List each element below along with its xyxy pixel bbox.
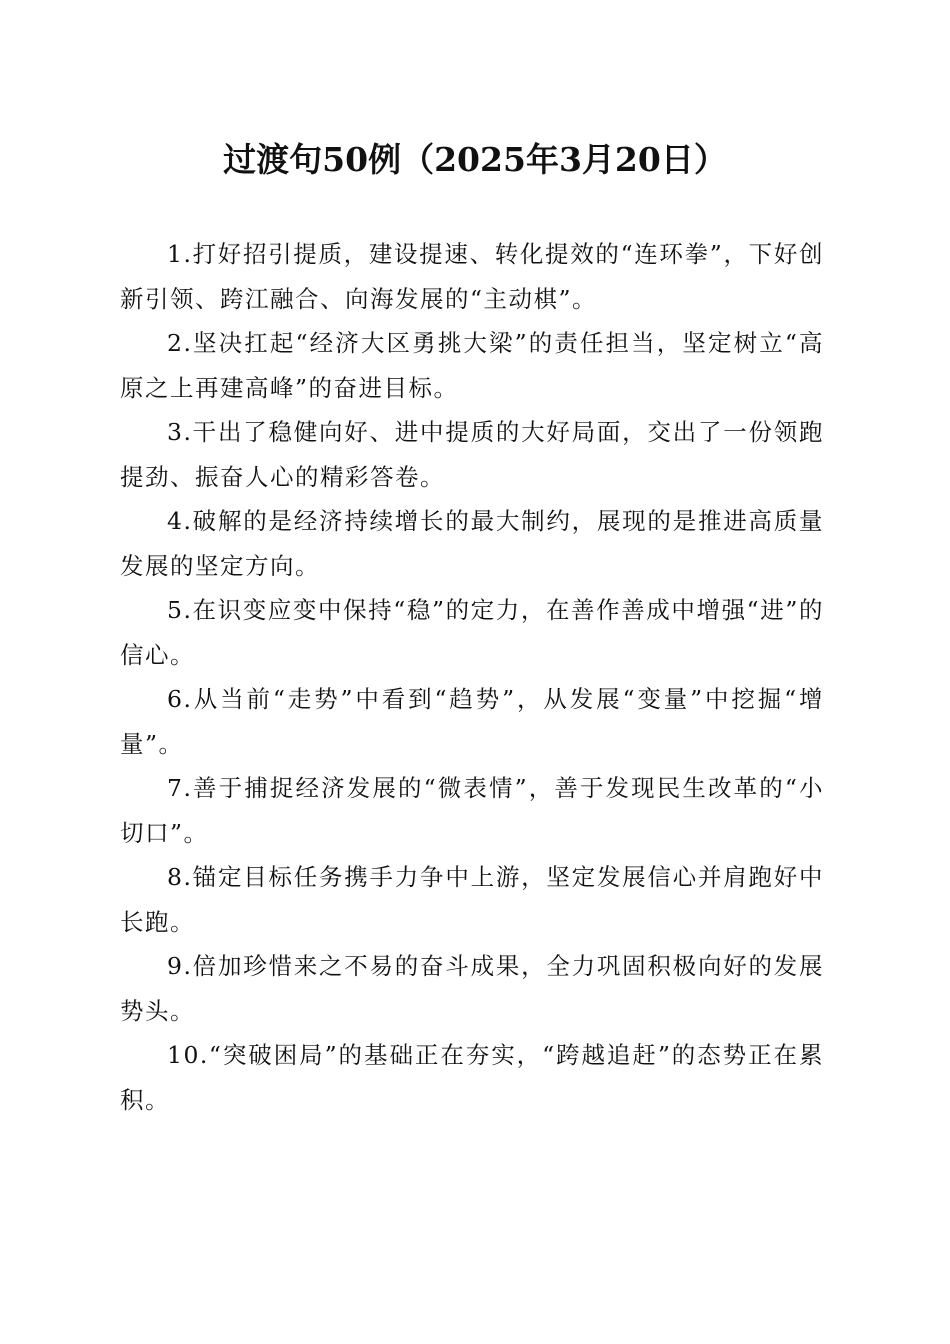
document-title: 过渡句50例（2025年3月20日） — [223, 140, 727, 179]
list-item: 7.善于捕捉经济发展的“微表情”，善于发现民生改革的“小切口”。 — [120, 774, 824, 847]
list-item: 10.“突破困局”的基础正在夯实，“跨越追赶”的态势正在累积。 — [120, 1041, 824, 1114]
list-item: 2.坚决扛起“经济大区勇挑大梁”的责任担当，坚定树立“高原之上再建高峰”的奋进目标。 — [120, 329, 824, 402]
list-item: 9.倍加珍惜来之不易的奋斗成果，全力巩固积极向好的发展势头。 — [120, 952, 824, 1025]
transition-sentence-list — [120, 232, 824, 1122]
list-item: 8.锚定目标任务携手力争中上游，坚定发展信心并肩跑好中长跑。 — [120, 863, 824, 936]
list-item: 5.在识变应变中保持“稳”的定力，在善作善成中增强“进”的信心。 — [120, 596, 824, 669]
list-item: 6.从当前“走势”中看到“趋势”，从发展“变量”中挖掘“增量”。 — [120, 685, 824, 758]
list-item: 4.破解的是经济持续增长的最大制约，展现的是推进高质量发展的坚定方向。 — [120, 507, 824, 580]
list-item: 3.干出了稳健向好、进中提质的大好局面，交出了一份领跑提劲、振奋人心的精彩答卷。 — [120, 418, 824, 491]
list-item: 1.打好招引提质，建设提速、转化提效的“连环拳”，下好创新引领、跨江融合、向海发展的“主动棋”。 — [120, 240, 824, 313]
